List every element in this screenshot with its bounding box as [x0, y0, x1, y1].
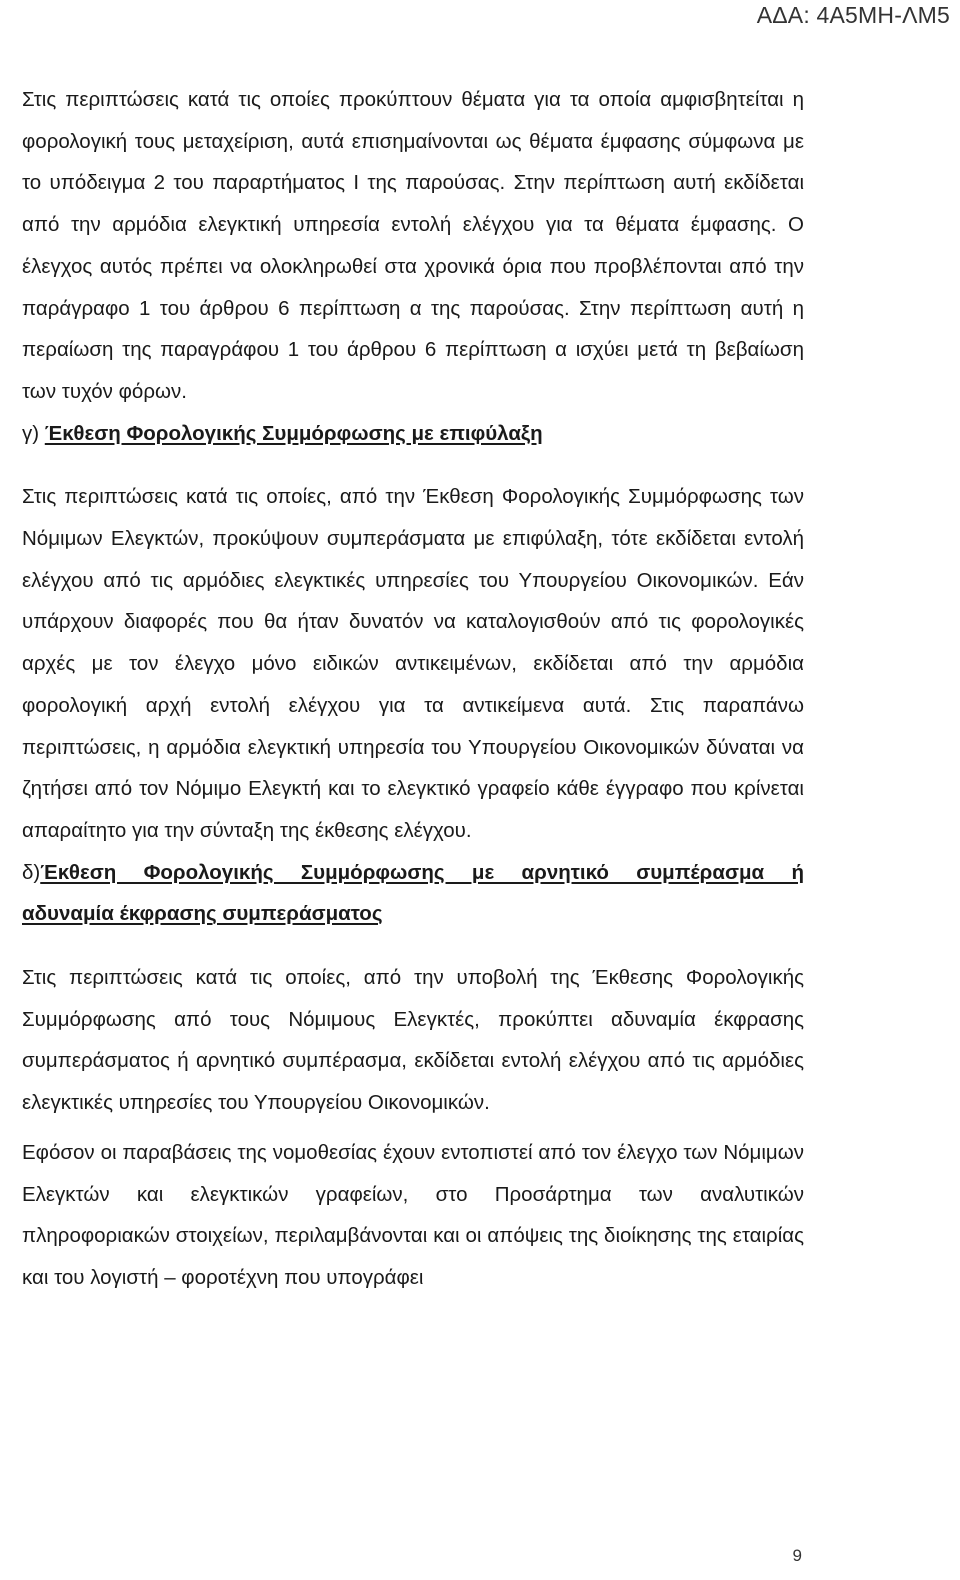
heading-delta: [22, 852, 804, 935]
heading-delta-line2: [22, 893, 804, 935]
heading-delta-prefix: δ): [22, 860, 41, 884]
page-number: 9: [792, 1546, 802, 1565]
paragraph-emphasis-matters: Στις περιπτώσεις κατά τις οποίες προκύπτουν θέματα για τα οποία αμφισβητείται η φορολογική τους μεταχείριση, αυτά επισημαίνονται ως θέματα έμφασης σύμφωνα με το υπόδειγμα 2 του παραρτήματος Ι της παρούσας. Στην περίπτωση αυτή εκδίδεται από την αρμόδια ελεγκτική υπηρεσία εντολή ελέγχου για τα θέματα έμφασης. Ο έλεγχος αυτός πρέπει να ολοκληρωθεί στα χρονικά όρια που προβλέπονται από την παράγραφο 1 του άρθρου 6 περίπτωση α της παρούσας. Στην περίπτωση αυτή η περαίωση της παραγράφου 1 του άρθρου 6 περίπτωση α ισχύει μετά τη βεβαίωση των τυχόν φόρων.: [22, 88, 804, 403]
heading-delta-title-line1: Έκθεση Φορολογικής Συμμόρφωσης με αρνητικό συμπέρασμα ή: [40, 860, 804, 884]
paragraph-qualified-conclusion: Στις περιπτώσεις κατά τις οποίες, από την Έκθεση Φορολογικής Συμμόρφωσης των Νόμιμων Ελεγκτών, προκύψουν συμπεράσματα με επιφύλαξη, τότε εκδίδεται εντολή ελέγχου από τις αρμόδιες ελεγκτικές υπηρεσίες του Υπουργείου Οικονομικών. Εάν υπάρχουν διαφορές που θα ήταν δυνατόν να καταλογισθούν από τις φορολογικές αρχές με τον έλεγχο μόνο ειδικών αντικειμένων, εκδίδεται από την αρμόδια φορολογική αρχή εντολή ελέγχου για τα αντικείμενα αυτά. Στις παραπάνω περιπτώσεις, η αρμόδια ελεγκτική υπηρεσία του Υπουργείου Οικονομικών δύναται να ζητήσει από τον Νόμιμο Ελεγκτή και το ελεγκτικό γραφείο κάθε έγγραφο που κρίνεται απαραίτητο για την σύνταξη της έκθεσης ελέγχου.: [22, 485, 804, 842]
document-body: [22, 79, 804, 1299]
paragraph-adverse-conclusion: Στις περιπτώσεις κατά τις οποίες, από την υποβολή της Έκθεσης Φορολογικής Συμμόρφωσης από τους Νόμιμους Ελεγκτές, προκύπτει αδυναμία έκφρασης συμπεράσματος ή αρνητικό συμπέρασμα, εκδίδεται εντολή ελέγχου από τις αρμόδιες ελεγκτικές υπηρεσίες του Υπουργείου Οικονομικών.: [22, 966, 804, 1115]
heading-gamma-title: Έκθεση Φορολογικής Συμμόρφωσης με επιφύλαξη: [44, 421, 543, 445]
heading-delta-title-line2: αδυναμία έκφρασης συμπεράσματος: [22, 902, 383, 926]
heading-gamma-prefix: γ): [22, 421, 45, 445]
paragraph-violations: Εφόσον οι παραβάσεις της νομοθεσίας έχουν εντοπιστεί από τον έλεγχο των Νόμιμων Ελεγκτών και ελεγκτικών γραφείων, στο Προσάρτημα των αναλυτικών πληροφοριακών στοιχείων, περιλαμβάνονται και οι απόψεις της διοίκησης της εταιρίας και του λογιστή – φοροτέχνη που υπογράφει: [22, 1140, 804, 1289]
ada-code: ΑΔΑ: 4Α5ΜΗ-ΛΜ5: [756, 2, 950, 28]
heading-delta-line1: [22, 852, 804, 894]
heading-gamma: [22, 413, 804, 455]
